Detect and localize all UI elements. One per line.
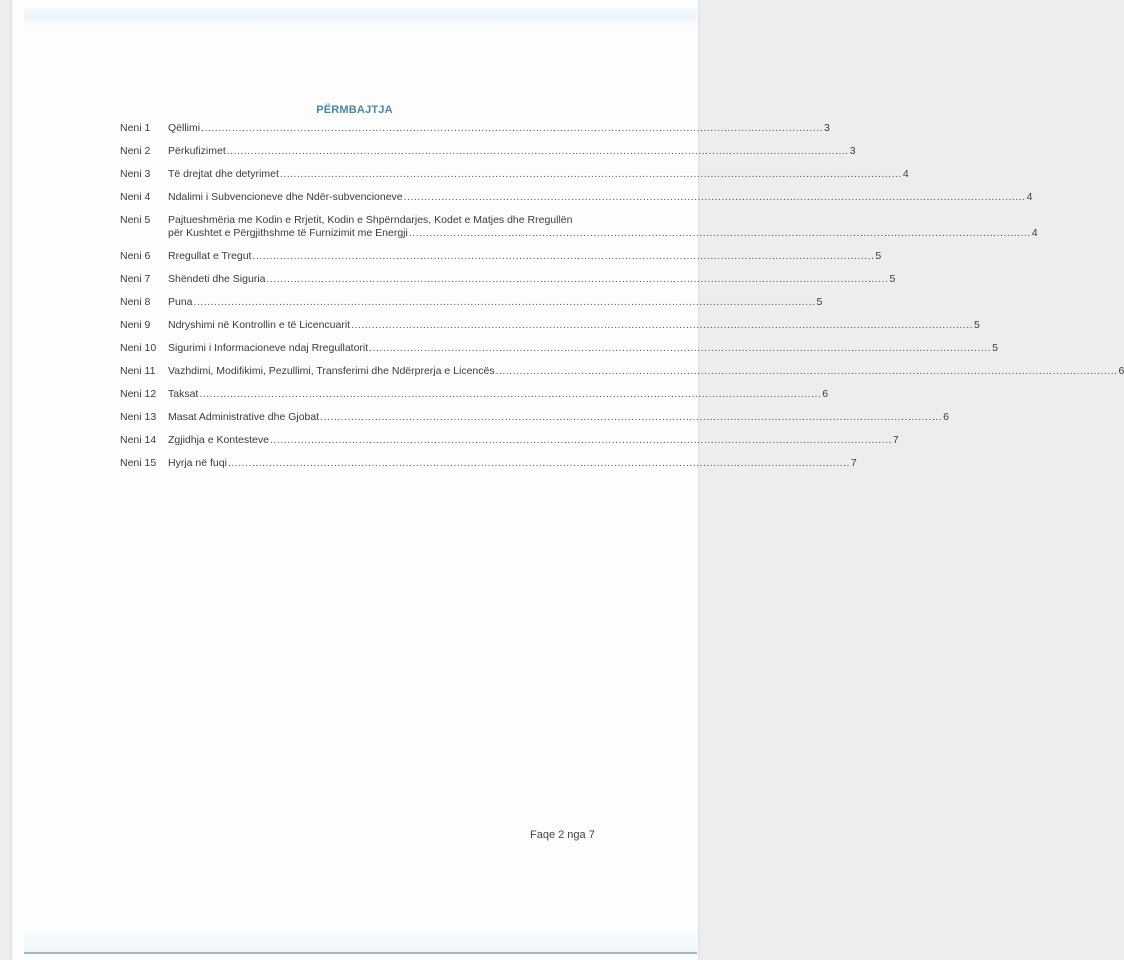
dot-leader [227,457,851,470]
toc-entry[interactable] [120,273,896,286]
article-number: Neni 5 [120,214,151,226]
page-reference: 6 [1118,365,1124,377]
dot-leader [226,145,850,158]
scan-bottom-band [24,930,697,954]
article-title: Ndalimi i Subvencioneve dhe Ndër-subvencioneve [168,191,403,203]
toc-entry[interactable] [120,319,980,332]
dot-leader [319,411,943,424]
page-reference: 5 [875,250,882,262]
article-title: Rregullat e Tregut [168,250,252,262]
toc-entry[interactable] [120,411,949,424]
article-number: Neni 9 [120,319,151,331]
article-title: Sigurimi i Informacioneve ndaj Rregullatorit [168,342,369,354]
dot-leader [368,342,992,355]
article-number: Neni 12 [120,388,157,400]
toc-entry[interactable] [120,168,909,181]
page-reference: 6 [943,411,949,423]
dot-leader [495,365,1119,378]
article-number: Neni 11 [120,365,156,377]
article-title: Zgjidhja e Kontesteve [168,434,269,446]
dot-leader [408,227,1032,240]
toc-entry[interactable] [120,250,882,263]
dot-leader [251,250,875,263]
article-number: Neni 4 [120,191,151,203]
article-title: Shëndeti dhe Siguria [168,273,266,285]
article-title: Qëllimi [168,122,201,134]
article-number: Neni 15 [120,457,157,469]
dot-leader [200,122,824,135]
dot-leader [269,434,893,447]
toc-entry[interactable] [120,342,998,355]
page-number-footer: Faqe 2 nga 7 [530,829,595,841]
toc-entry[interactable] [120,296,823,309]
article-title: Vazhdimi, Modifikimi, Pezullimi, Transferimi dhe Ndërprerja e Licencës [168,365,495,377]
article-number: Neni 14 [120,434,157,446]
article-title: Puna [168,296,193,308]
page-reference: 5 [889,273,896,285]
toc-title: PËRMBAJTJA [316,104,393,116]
toc-entry[interactable] [120,434,899,447]
toc-entry[interactable] [120,457,857,470]
toc-entry[interactable] [120,191,1033,204]
article-title: Masat Administrative dhe Gjobat [168,411,320,423]
toc-entry[interactable] [120,145,856,158]
article-number: Neni 3 [120,168,151,180]
dot-leader [266,273,890,286]
article-number: Neni 13 [120,411,157,423]
page-reference: 3 [824,122,830,134]
page-reference: 5 [974,319,980,331]
article-number: Neni 7 [120,273,151,285]
article-number: Neni 10 [120,342,157,354]
article-number: Neni 2 [120,145,151,157]
dot-leader [198,388,822,401]
scan-top-band [24,8,697,26]
dot-leader [403,191,1027,204]
article-title: Ndryshimi në Kontrollin e të Licencuarit [168,319,351,331]
dot-leader [350,319,974,332]
article-title: Pajtueshmëria me Kodin e Rrjetit, Kodin e Shpërndarjes, Kodet e Matjes dhe Rregullën [168,214,573,226]
article-number: Neni 6 [120,250,151,262]
article-title: Hyrja në fuqi [168,457,227,469]
page-reference: 4 [902,168,909,180]
toc-entry[interactable] [120,388,829,401]
toc-entry[interactable] [120,122,830,135]
table-of-contents [120,122,1124,480]
article-title: Përkufizimet [168,145,226,157]
article-number: Neni 1 [120,122,151,134]
page-reference: 6 [822,388,829,400]
page-reference: 3 [849,145,856,157]
article-number: Neni 8 [120,296,151,308]
article-title: Taksat [168,388,199,400]
dot-leader [279,168,903,181]
page-reference: 4 [1026,191,1033,203]
toc-entry[interactable] [120,365,1124,378]
page-reference: 7 [892,434,899,446]
page-reference: 4 [1031,227,1038,239]
article-title: Të drejtat dhe detyrimet [168,168,279,180]
page-reference: 5 [992,342,998,354]
page-reference: 7 [850,457,857,469]
toc-entry[interactable] [120,214,1038,240]
page-reference: 5 [816,296,823,308]
article-title: për Kushtet e Përgjithshme të Furnizimit me Energji [168,227,408,239]
dot-leader [193,296,817,309]
